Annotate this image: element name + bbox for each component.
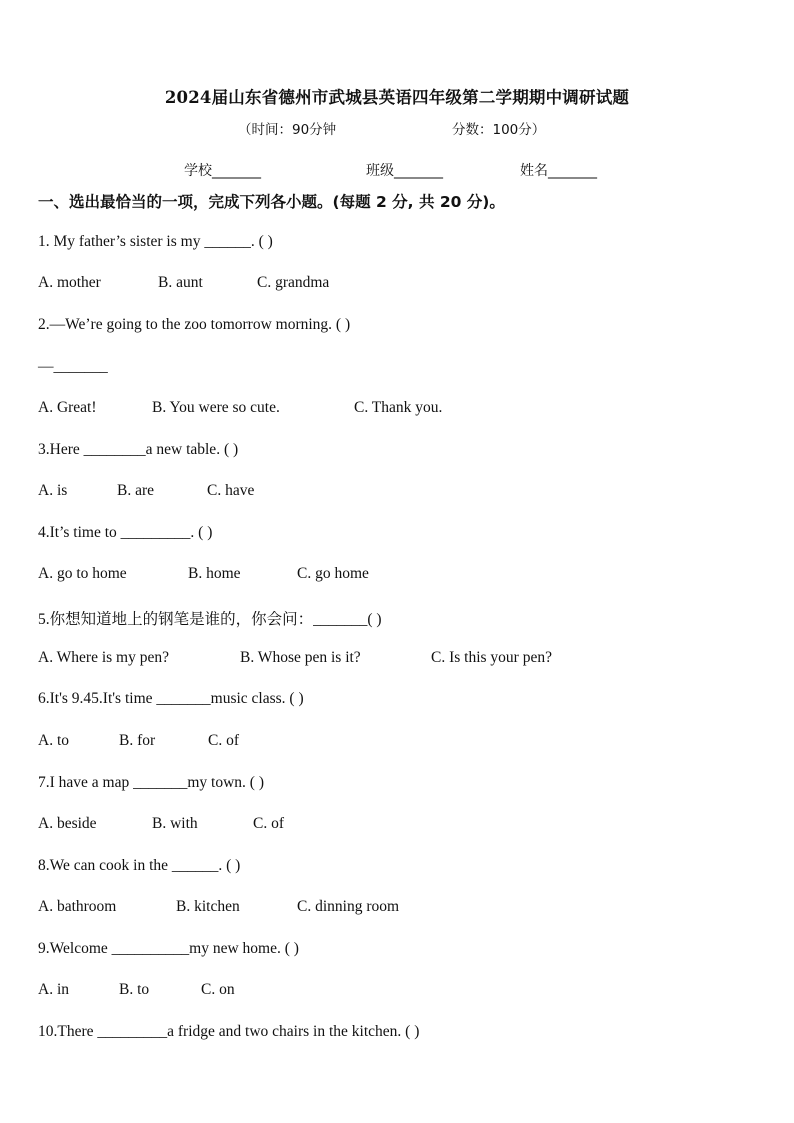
option-a: A. is: [38, 482, 68, 499]
option-b: B. to: [119, 981, 150, 998]
option-c: C. on: [201, 981, 235, 998]
question-stem: 4.It’s time to _________. ( ): [38, 524, 213, 541]
school-field: 学校_______: [184, 163, 261, 179]
question-stem: 1. My father’s sister is my ______. ( ): [38, 233, 273, 250]
option-c: C. of: [208, 732, 239, 749]
question-stem: 10.There _________a fridge and two chairs in the kitchen. ( ): [38, 1023, 420, 1040]
answer-blank: —_______: [38, 358, 108, 375]
question-stem: 2.—We’re going to the zoo tomorrow morning. ( ): [38, 316, 351, 333]
question-stem: 7.I have a map _______my town. ( ): [38, 774, 264, 791]
option-c: C. dinning room: [297, 898, 400, 915]
exam-time: （时间：90分钟: [238, 122, 337, 138]
option-b: B. kitchen: [176, 898, 240, 915]
option-c: C. Is this your pen?: [431, 649, 552, 666]
question-stem: 8.We can cook in the ______. ( ): [38, 857, 241, 874]
page-title: 2024届山东省德州市武城县英语四年级第二学期期中调研试题: [164, 88, 630, 107]
class-field: 班级_______: [366, 163, 443, 179]
option-b: B. for: [119, 732, 156, 749]
option-a: A. Great!: [38, 399, 97, 416]
option-c: C. of: [253, 815, 284, 832]
question-stem: 9.Welcome __________my new home. ( ): [38, 940, 299, 957]
question-stem: 3.Here ________a new table. ( ): [38, 441, 239, 458]
option-c: C. go home: [297, 565, 369, 582]
name-field: 姓名_______: [520, 163, 597, 179]
option-b: B. You were so cute.: [152, 399, 280, 416]
question-stem: 5.你想知道地上的钢笔是谁的，你会问：_______( ): [38, 611, 382, 628]
option-a: A. mother: [38, 274, 101, 291]
exam-score: 分数：100分）: [452, 122, 546, 138]
option-b: B. are: [117, 482, 155, 499]
option-b: B. home: [188, 565, 241, 582]
option-b: B. aunt: [158, 274, 203, 291]
option-a: A. Where is my pen?: [38, 649, 169, 666]
option-a: A. go to home: [38, 565, 127, 582]
option-a: A. in: [38, 981, 69, 998]
option-b: B. Whose pen is it?: [240, 649, 361, 666]
option-b: B. with: [152, 815, 198, 832]
option-a: A. to: [38, 732, 69, 749]
option-c: C. grandma: [257, 274, 330, 291]
question-stem: 6.It's 9.45.It's time _______music class. ( ): [38, 690, 304, 707]
option-a: A. bathroom: [38, 898, 117, 915]
section-heading: 一、选出最恰当的一项，完成下列各小题。(每题 2 分, 共 20 分)。: [38, 193, 505, 211]
option-c: C. Thank you.: [354, 399, 443, 416]
option-a: A. beside: [38, 815, 97, 832]
option-c: C. have: [207, 482, 255, 499]
